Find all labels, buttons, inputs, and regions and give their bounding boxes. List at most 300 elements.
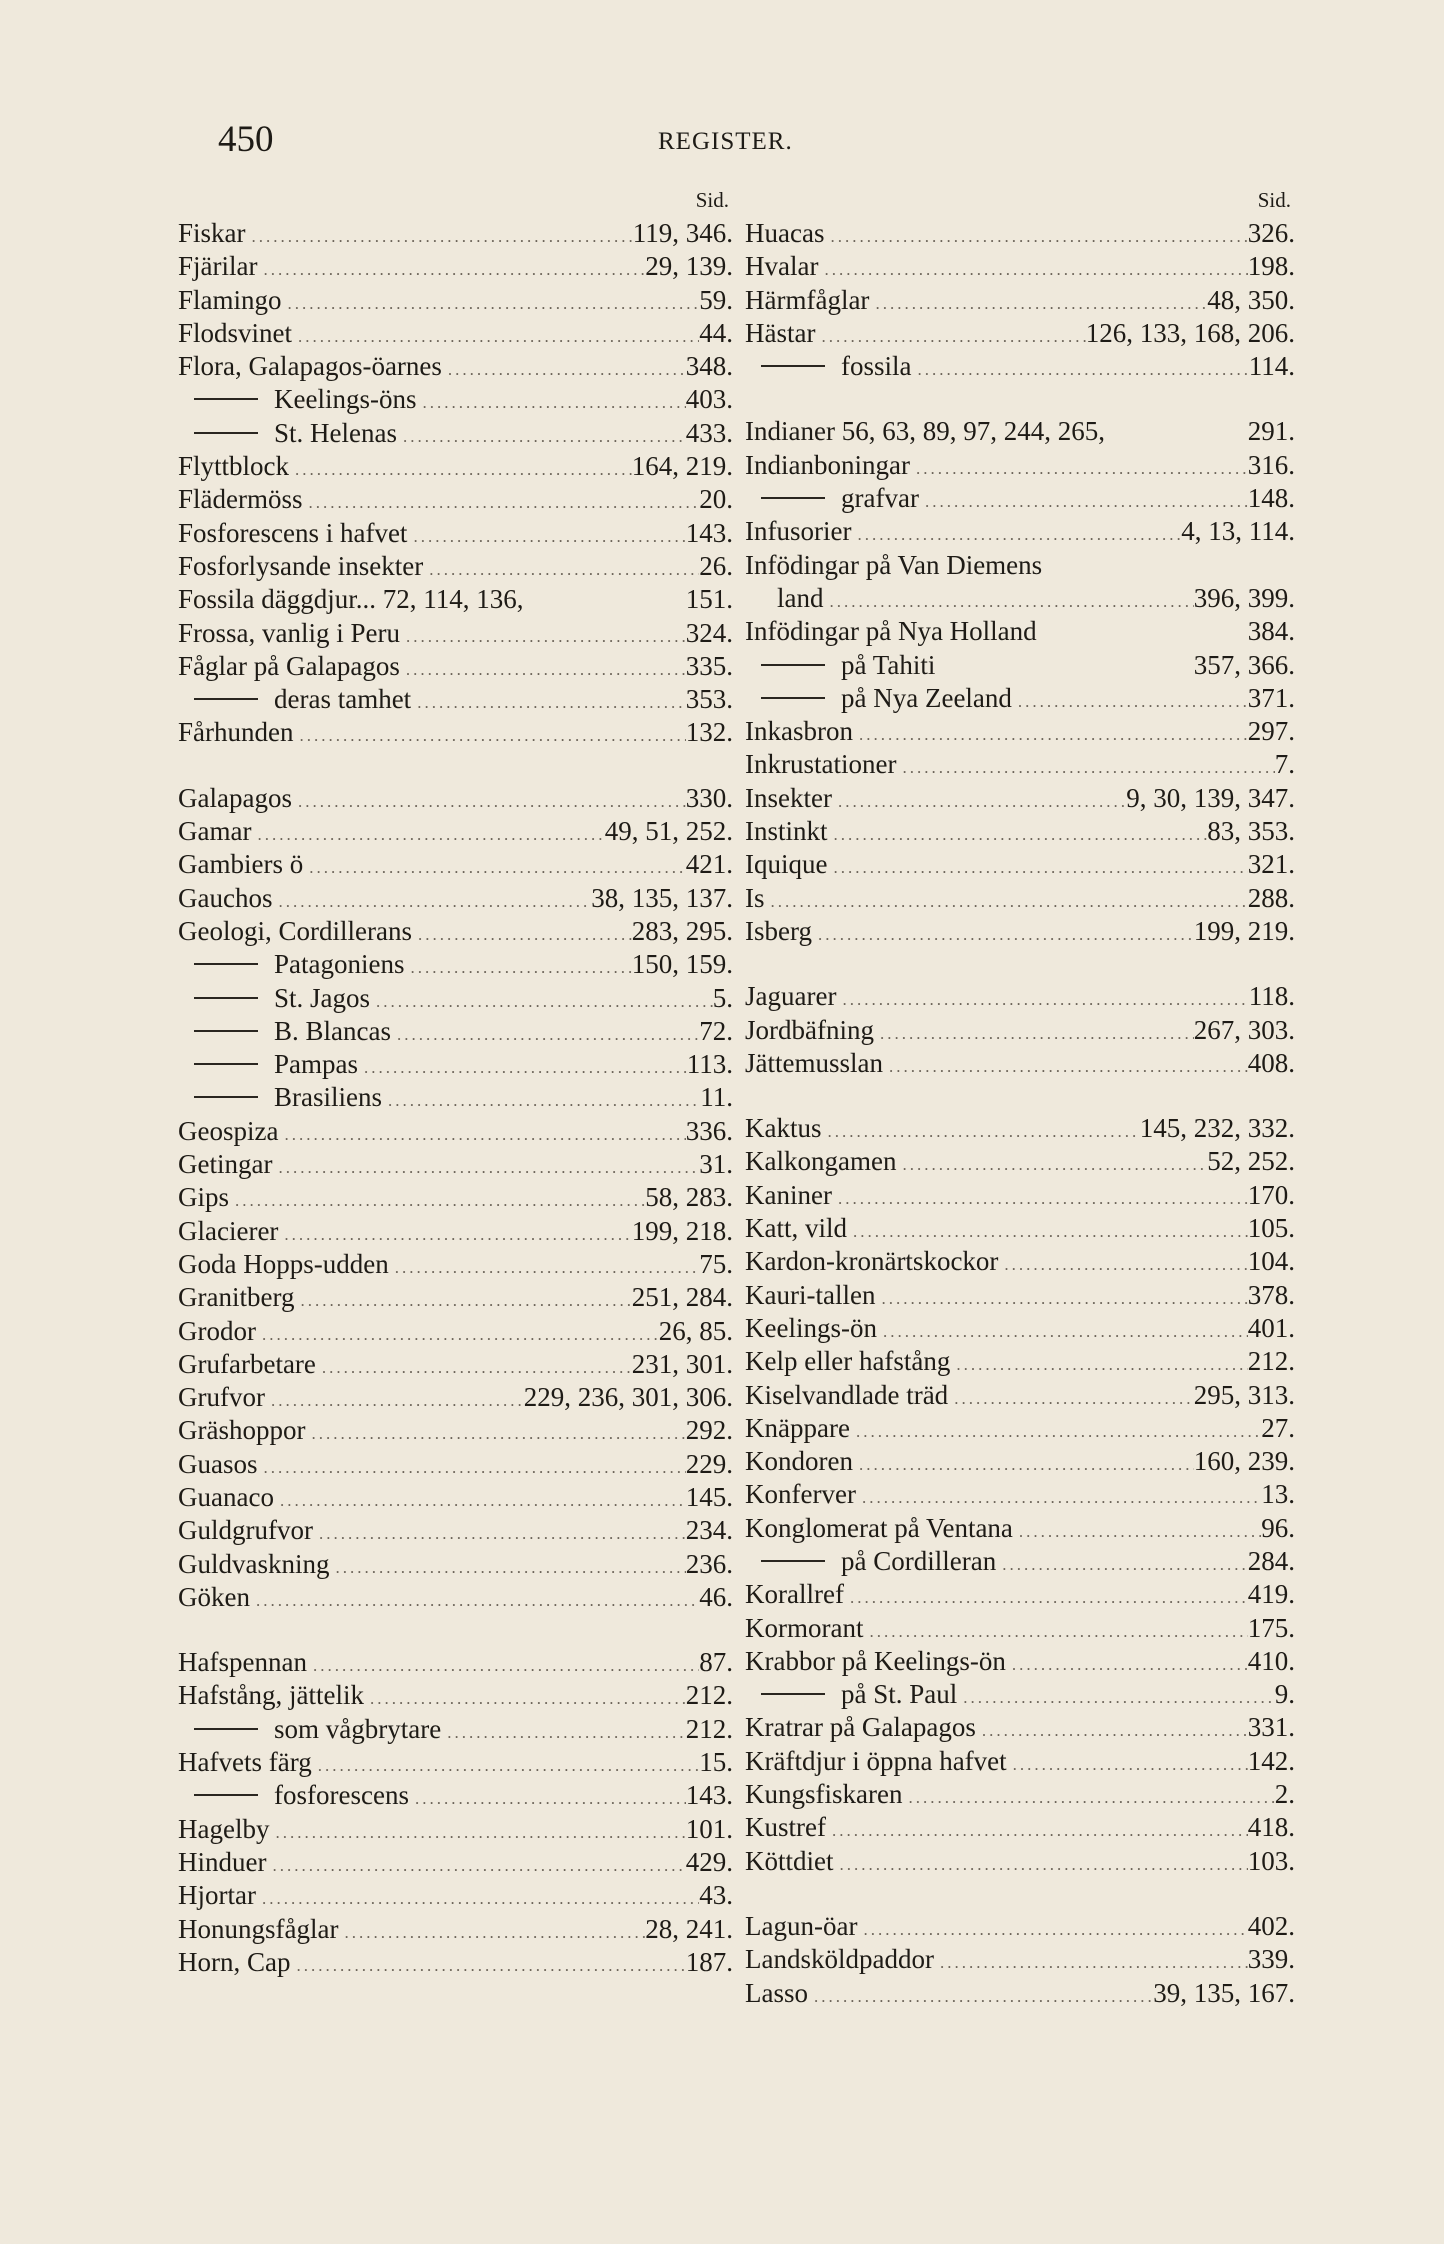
index-entry xyxy=(178,1847,733,1880)
entry-pages: 44. xyxy=(699,317,733,348)
index-entry xyxy=(745,218,1295,251)
entry-pages: 199, 219. xyxy=(1193,915,1295,946)
dot-leader xyxy=(266,1856,685,1876)
dot-leader xyxy=(827,858,1247,878)
index-entry xyxy=(178,684,733,717)
entry-pages: 378. xyxy=(1247,1279,1295,1310)
entry-pages: 72. xyxy=(699,1015,733,1046)
entry-pages: 31. xyxy=(699,1149,733,1180)
index-entry xyxy=(745,716,1295,749)
index-entry xyxy=(745,1280,1295,1313)
entry-term: Kormorant xyxy=(745,1612,864,1643)
entry-pages: 357, 366. xyxy=(1193,649,1295,680)
dot-leader xyxy=(409,1789,686,1809)
entry-term: Instinkt xyxy=(745,816,828,847)
entry-term: Knäppare xyxy=(745,1412,850,1443)
entry-term: Jordbäfning xyxy=(745,1014,874,1045)
entry-pages: 396, 399. xyxy=(1193,582,1295,613)
dot-leader xyxy=(269,1823,685,1843)
entry-pages: 339. xyxy=(1247,1944,1295,1975)
dot-leader xyxy=(869,294,1207,314)
entry-pages: 132. xyxy=(685,717,733,748)
entry-pages: 291. xyxy=(1247,416,1295,447)
entry-pages: 316. xyxy=(1247,449,1295,480)
entry-pages: 87. xyxy=(699,1647,733,1678)
entry-term: Grodor xyxy=(178,1315,256,1346)
index-entry xyxy=(745,1911,1295,1944)
ditto-dash xyxy=(761,697,825,699)
entry-term: Gräshoppor xyxy=(178,1415,306,1446)
dot-leader xyxy=(229,1191,645,1211)
index-entry xyxy=(178,1549,733,1582)
dot-leader xyxy=(812,925,1194,945)
entry-term: Fosforlysande insekter xyxy=(178,550,424,581)
dot-leader xyxy=(258,1458,686,1478)
dot-leader xyxy=(307,1656,699,1676)
ditto-dash xyxy=(761,1693,825,1695)
entry-term: Infödingar på Van Diemens xyxy=(745,549,1043,580)
entry-term: Kustref xyxy=(745,1812,826,1843)
index-entry xyxy=(178,1016,733,1049)
entry-term: Huacas xyxy=(745,218,825,248)
entry-pages: 143. xyxy=(685,517,733,548)
dot-leader xyxy=(407,527,685,547)
index-entry xyxy=(178,351,733,384)
dot-leader xyxy=(441,1723,686,1743)
entry-pages: 9, 30, 139, 347. xyxy=(1126,782,1295,813)
entry-term: Hvalar xyxy=(745,251,819,282)
dot-leader xyxy=(294,1291,631,1311)
page-number: 450 xyxy=(218,119,274,160)
entry-pages: 421. xyxy=(685,849,733,880)
entry-term: Pampas xyxy=(274,1049,358,1080)
index-entry xyxy=(178,849,733,882)
entry-pages: 198. xyxy=(1247,251,1295,282)
index-entry xyxy=(178,1814,733,1847)
dot-leader xyxy=(251,825,604,845)
dot-leader xyxy=(832,1189,1248,1209)
index-entry xyxy=(178,584,733,617)
sid-label: Sid. xyxy=(695,188,729,212)
index-entry xyxy=(178,717,733,750)
index-entry xyxy=(745,1113,1295,1146)
ditto-dash xyxy=(194,698,258,700)
entry-term: Inkrustationer xyxy=(745,749,897,780)
index-entry xyxy=(745,1613,1295,1646)
entry-term: land xyxy=(777,582,824,613)
entry-term: Fosforescens i hafvet xyxy=(178,517,408,548)
dot-leader xyxy=(912,360,1249,380)
entry-pages: 324. xyxy=(685,617,733,648)
dot-leader xyxy=(292,327,699,347)
dot-leader xyxy=(272,892,591,912)
dot-leader xyxy=(282,294,700,314)
entry-pages: 101. xyxy=(685,1813,733,1844)
index-entry xyxy=(745,981,1295,1014)
dot-leader xyxy=(338,1923,645,1943)
entry-term: Insekter xyxy=(745,782,832,813)
dot-leader xyxy=(1013,1522,1261,1542)
entry-pages: 267, 303. xyxy=(1193,1014,1295,1045)
index-entry xyxy=(178,1947,733,1980)
entry-term: Grufvor xyxy=(178,1382,265,1413)
index-entry xyxy=(745,1413,1295,1446)
entry-term: Korallref xyxy=(745,1579,844,1610)
index-entry xyxy=(745,285,1295,318)
entry-pages: 170. xyxy=(1247,1179,1295,1210)
entry-term: Köttdiet xyxy=(745,1845,834,1876)
entry-pages: 212. xyxy=(685,1713,733,1744)
entry-pages: 142. xyxy=(1247,1745,1295,1776)
entry-pages: 288. xyxy=(1247,882,1295,913)
index-entry xyxy=(178,1316,733,1349)
dot-leader xyxy=(808,1987,1153,2007)
dot-leader xyxy=(822,1122,1140,1142)
index-entry xyxy=(745,1579,1295,1612)
entry-pages: 292. xyxy=(685,1415,733,1446)
entry-pages: 284. xyxy=(1247,1545,1295,1576)
entry-term: Hjortar xyxy=(178,1880,256,1911)
index-entry xyxy=(178,816,733,849)
index-entry xyxy=(178,418,733,451)
dot-leader xyxy=(998,1255,1247,1275)
index-entry xyxy=(745,1846,1295,1879)
entry-term: Kaniner xyxy=(745,1179,832,1210)
entry-pages: 297. xyxy=(1247,716,1295,747)
dot-leader xyxy=(397,427,686,447)
entry-term: Kungsfiskaren xyxy=(745,1779,903,1810)
index-entry xyxy=(745,1546,1295,1579)
index-entry xyxy=(178,451,733,484)
index-entry xyxy=(178,1415,733,1448)
index-entry xyxy=(745,783,1295,816)
entry-pages: 75. xyxy=(699,1248,733,1279)
index-entry xyxy=(178,651,733,684)
ditto-dash xyxy=(194,1794,258,1796)
index-entry xyxy=(745,1246,1295,1279)
entry-term: Getingar xyxy=(178,1149,273,1180)
entry-term: Keelings-öns xyxy=(274,384,417,415)
entry-pages: 336. xyxy=(685,1115,733,1146)
index-entry xyxy=(178,783,733,816)
dot-leader xyxy=(442,360,686,380)
dot-leader xyxy=(824,227,1247,247)
entry-pages: 52, 252. xyxy=(1207,1146,1295,1177)
entry-term: Grufarbetare xyxy=(178,1348,316,1379)
dot-leader xyxy=(293,726,685,746)
dot-leader xyxy=(832,792,1126,812)
index-entry xyxy=(745,849,1295,882)
dot-leader xyxy=(404,958,631,978)
entry-pages: 43. xyxy=(699,1880,733,1911)
entry-pages: 151. xyxy=(685,584,733,615)
entry-term: Kauri-tallen xyxy=(745,1279,876,1310)
index-list xyxy=(745,218,1295,2011)
entry-pages: 114. xyxy=(1248,351,1295,382)
index-entry xyxy=(178,384,733,417)
index-entry xyxy=(745,1646,1295,1679)
entry-term: Is xyxy=(745,882,765,913)
entry-term: Patagoniens xyxy=(274,949,405,980)
entry-pages: 28, 241. xyxy=(645,1913,733,1944)
dot-leader xyxy=(976,1721,1248,1741)
entry-term: Konferver xyxy=(745,1479,856,1510)
entry-pages: 199, 218. xyxy=(631,1215,733,1246)
entry-pages: 26. xyxy=(699,550,733,581)
entry-term: Flyttblock xyxy=(178,451,290,482)
dot-leader xyxy=(412,925,632,945)
index-entry xyxy=(745,416,1295,449)
entry-pages: 27. xyxy=(1261,1412,1295,1443)
entry-pages: 26, 85. xyxy=(658,1315,733,1346)
index-entry xyxy=(745,1313,1295,1346)
dot-leader xyxy=(257,260,645,280)
dot-leader xyxy=(382,1091,700,1111)
index-entry xyxy=(745,351,1295,384)
entry-term: Geologi, Cordillerans xyxy=(178,915,412,946)
dot-leader xyxy=(856,1488,1261,1508)
entry-pages: 2. xyxy=(1274,1779,1295,1810)
entry-term: på St. Paul xyxy=(841,1679,958,1710)
entry-pages: 9. xyxy=(1274,1679,1295,1710)
entry-pages: 433. xyxy=(685,417,733,448)
dot-leader xyxy=(934,1953,1248,1973)
dot-leader xyxy=(278,1225,631,1245)
dot-leader xyxy=(316,1358,632,1378)
index-entry xyxy=(745,1978,1295,2011)
index-entry xyxy=(745,516,1295,549)
entry-pages: 236. xyxy=(685,1548,733,1579)
index-entry xyxy=(178,983,733,1016)
index-entry xyxy=(745,1180,1295,1213)
entry-term: Krabbor på Keelings-ön xyxy=(745,1645,1006,1676)
index-entry xyxy=(178,1914,733,1947)
entry-term: Granitberg xyxy=(178,1282,295,1313)
entry-pages: 419. xyxy=(1247,1579,1295,1610)
dot-leader xyxy=(292,792,686,812)
index-entry xyxy=(745,816,1295,849)
entry-pages: 418. xyxy=(1247,1812,1295,1843)
entry-term: Guanaco xyxy=(178,1481,274,1512)
index-entry xyxy=(745,1446,1295,1479)
entry-term: Fårhunden xyxy=(178,717,294,748)
dot-leader xyxy=(256,1325,659,1345)
entry-pages: 13. xyxy=(1261,1479,1295,1510)
entry-pages: 331. xyxy=(1247,1712,1295,1743)
entry-term: Flodsvinet xyxy=(178,317,293,348)
index-entry xyxy=(178,1647,733,1680)
entry-term: Gamar xyxy=(178,816,252,847)
dot-leader xyxy=(857,1920,1247,1940)
entry-term: Kardon-kronärtskockor xyxy=(745,1246,999,1277)
entry-pages: 4, 13, 114. xyxy=(1181,516,1295,547)
entry-pages: 39, 135, 167. xyxy=(1153,1977,1295,2008)
entry-term: Indianboningar xyxy=(745,449,910,480)
index-entry xyxy=(178,1382,733,1415)
dot-leader xyxy=(910,459,1248,479)
dot-leader xyxy=(303,493,700,513)
index-entry xyxy=(178,251,733,284)
entry-pages: 321. xyxy=(1247,849,1295,880)
dot-leader xyxy=(896,758,1274,778)
entry-term: Kalkongamen xyxy=(745,1146,897,1177)
entry-term: Landsköldpaddor xyxy=(745,1944,934,1975)
entry-pages: 160, 239. xyxy=(1193,1446,1295,1477)
index-entry xyxy=(178,1482,733,1515)
dot-leader xyxy=(883,1057,1248,1077)
index-entry xyxy=(178,1780,733,1813)
entry-pages: 295, 313. xyxy=(1193,1379,1295,1410)
entry-pages: 126, 133, 168, 206. xyxy=(1085,317,1295,348)
index-entry xyxy=(178,518,733,551)
index-entry xyxy=(178,1747,733,1780)
entry-pages: 229. xyxy=(685,1448,733,1479)
ditto-dash xyxy=(761,1560,825,1562)
dot-leader xyxy=(844,1588,1248,1608)
dot-leader xyxy=(370,992,713,1012)
ditto-dash xyxy=(761,365,825,367)
entry-pages: 348. xyxy=(685,351,733,382)
dot-leader xyxy=(948,1389,1194,1409)
entry-term: Isberg xyxy=(745,915,812,946)
dot-leader xyxy=(364,1689,686,1709)
entry-term: Kondoren xyxy=(745,1446,853,1477)
index-entry xyxy=(745,1479,1295,1512)
entry-term: Gauchos xyxy=(178,882,273,913)
index-entry xyxy=(745,1712,1295,1745)
entry-term: Hafspennan xyxy=(178,1647,307,1678)
index-entry xyxy=(745,1679,1295,1712)
dot-leader xyxy=(416,393,685,413)
entry-term: fosforescens xyxy=(274,1780,409,1811)
entry-pages: 48, 350. xyxy=(1207,284,1295,315)
ditto-dash xyxy=(194,1063,258,1065)
index-entry xyxy=(745,1146,1295,1179)
entry-pages: 105. xyxy=(1247,1213,1295,1244)
entry-term: Lagun-öar xyxy=(745,1910,858,1941)
ditto-dash xyxy=(761,497,825,499)
dot-leader xyxy=(272,1158,699,1178)
entry-pages: 283, 295. xyxy=(631,915,733,946)
index-entry xyxy=(178,1216,733,1249)
dot-leader xyxy=(818,260,1247,280)
entry-pages: 231, 301. xyxy=(631,1348,733,1379)
entry-pages: 38, 135, 137. xyxy=(591,882,733,913)
entry-pages: 118. xyxy=(1248,981,1295,1012)
dot-leader xyxy=(902,1788,1274,1808)
dot-leader xyxy=(950,1355,1247,1375)
dot-leader xyxy=(815,327,1085,347)
entry-term: Infödingar på Nya Holland xyxy=(745,616,1037,647)
entry-term: Iquique xyxy=(745,849,828,880)
index-entry xyxy=(178,1049,733,1082)
entry-pages: 335. xyxy=(685,650,733,681)
dot-leader xyxy=(358,1058,687,1078)
entry-pages: 150, 159. xyxy=(631,949,733,980)
index-entry xyxy=(745,1015,1295,1048)
index-entry xyxy=(178,484,733,517)
entry-term: Indianer 56, 63, 89, 97, 244, 265, xyxy=(745,416,1105,447)
dot-leader xyxy=(400,627,686,647)
entry-term: Gips xyxy=(178,1182,230,1213)
entry-term: Hafstång, jättelik xyxy=(178,1680,364,1711)
index-entry xyxy=(745,1380,1295,1413)
index-entry xyxy=(178,1582,733,1615)
dot-leader xyxy=(919,492,1248,512)
entry-term: Göken xyxy=(178,1581,250,1612)
entry-term: Lasso xyxy=(745,1977,808,2008)
entry-term: Horn, Cap xyxy=(178,1946,291,1977)
entry-term: Hafvets färg xyxy=(178,1747,312,1778)
entry-term: Kelp eller hafstång xyxy=(745,1346,951,1377)
index-entry xyxy=(745,749,1295,782)
dot-leader xyxy=(826,1821,1248,1841)
entry-pages: 212. xyxy=(1247,1346,1295,1377)
dot-leader xyxy=(863,1622,1247,1642)
dot-leader xyxy=(824,592,1194,612)
dot-leader xyxy=(996,1555,1248,1575)
entry-pages: 145, 232, 332. xyxy=(1139,1113,1295,1144)
dot-leader xyxy=(289,460,632,480)
dot-leader xyxy=(896,1155,1207,1175)
entry-pages: 119, 346. xyxy=(632,218,733,248)
index-entry xyxy=(745,450,1295,483)
entry-term: Brasiliens xyxy=(274,1082,382,1113)
dot-leader xyxy=(847,1222,1248,1242)
index-entry xyxy=(178,285,733,318)
index-entry xyxy=(745,616,1295,649)
index-entry xyxy=(178,916,733,949)
sid-label: Sid. xyxy=(1257,188,1291,212)
index-entry xyxy=(178,1515,733,1548)
entry-pages: 410. xyxy=(1247,1645,1295,1676)
dot-leader xyxy=(274,1491,686,1511)
index-entry xyxy=(178,1449,733,1482)
entry-term: Infusorier xyxy=(745,516,852,547)
index-entry xyxy=(745,1048,1295,1081)
entry-pages: 59. xyxy=(699,284,733,315)
entry-pages: 402. xyxy=(1247,1910,1295,1941)
entry-term: St. Helenas xyxy=(274,417,397,448)
index-entry xyxy=(745,683,1295,716)
index-entry xyxy=(178,318,733,351)
entry-term: grafvar xyxy=(841,483,919,514)
entry-term: Frossa, vanlig i Peru xyxy=(178,617,400,648)
entry-term: Katt, vild xyxy=(745,1213,847,1244)
entry-term: Guldvaskning xyxy=(178,1548,330,1579)
entry-term: fossila xyxy=(841,351,912,382)
ditto-dash xyxy=(194,432,258,434)
entry-term: Kiselvandlade träd xyxy=(745,1379,949,1410)
ditto-dash xyxy=(194,1728,258,1730)
entry-term: Flädermöss xyxy=(178,484,303,515)
ditto-dash xyxy=(761,664,825,666)
entry-pages: 96. xyxy=(1261,1512,1295,1543)
entry-pages: 58, 283. xyxy=(645,1182,733,1213)
dot-leader xyxy=(265,1391,524,1411)
entry-term: på Cordilleran xyxy=(841,1545,997,1576)
dot-leader xyxy=(391,1025,699,1045)
entry-term: Flora, Galapagos-öarnes xyxy=(178,351,442,382)
dot-leader xyxy=(411,693,686,713)
entry-term: deras tamhet xyxy=(274,684,412,715)
entry-term: Fåglar på Galapagos xyxy=(178,650,400,681)
index-entry xyxy=(745,916,1295,949)
ditto-dash xyxy=(194,1096,258,1098)
entry-pages: 145. xyxy=(685,1481,733,1512)
entry-pages: 104. xyxy=(1247,1246,1295,1277)
index-entry xyxy=(745,1944,1295,1977)
